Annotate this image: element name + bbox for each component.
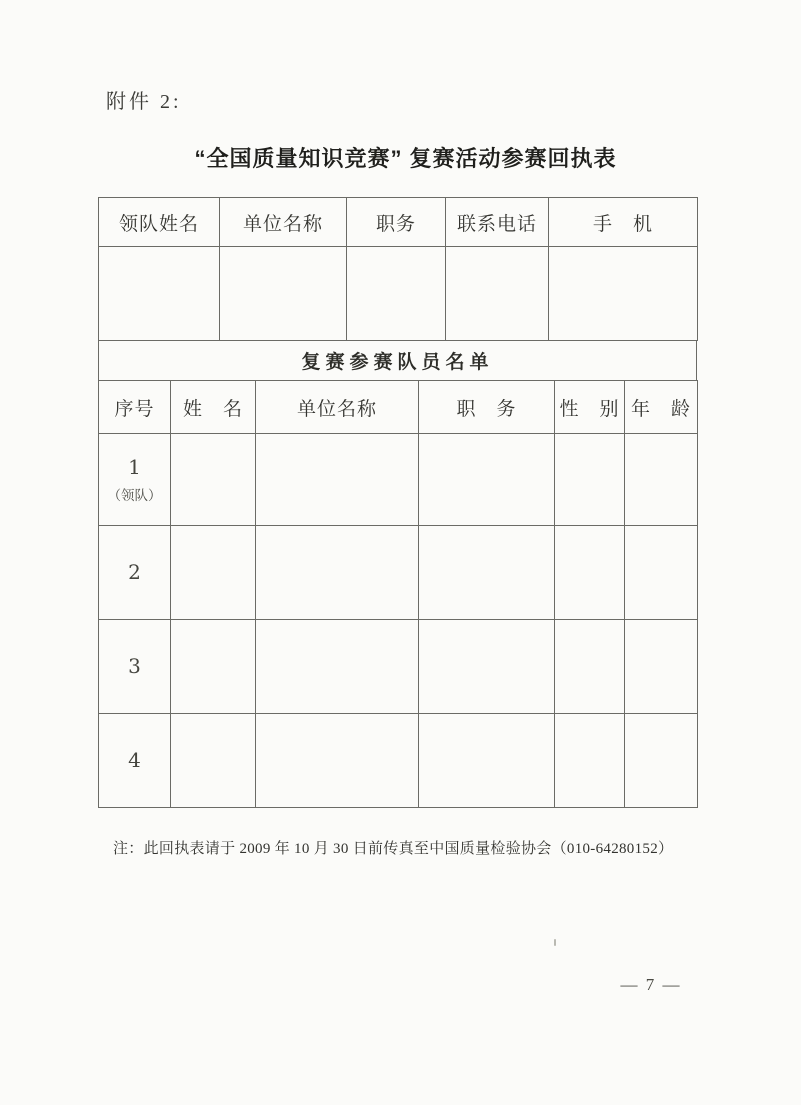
leader-mobile-cell <box>549 247 698 341</box>
member-row-3 <box>99 620 698 714</box>
leader-header-mobile: 手 机 <box>549 198 698 247</box>
member-gender-cell <box>555 714 625 808</box>
member-row-4 <box>99 714 698 808</box>
member-gender-cell <box>555 526 625 620</box>
reply-form-table <box>98 197 697 808</box>
row-number: 4 <box>128 748 141 772</box>
member-position-cell <box>419 714 555 808</box>
member-header-row <box>99 381 698 434</box>
leader-value-row <box>99 247 698 341</box>
leader-info-table <box>98 197 698 341</box>
member-age-cell <box>625 714 698 808</box>
member-age-cell <box>625 434 698 526</box>
leader-position-cell <box>347 247 446 341</box>
leader-organization-cell <box>220 247 347 341</box>
member-name-cell <box>171 714 256 808</box>
member-list-section-title: 复赛参赛队员名单 <box>98 340 697 381</box>
member-position-cell <box>419 434 555 526</box>
page-number: — 7 — <box>620 975 682 994</box>
member-number-cell <box>99 434 171 526</box>
row-number: 2 <box>128 560 141 584</box>
member-header-organization: 单位名称 <box>256 381 419 434</box>
row-number-note: （领队） <box>107 487 162 503</box>
leader-header-name: 领队姓名 <box>99 198 220 247</box>
member-age-cell <box>625 620 698 714</box>
member-organization-cell <box>256 620 419 714</box>
member-number-cell <box>99 714 171 808</box>
member-list-table <box>98 380 698 808</box>
leader-header-position: 职务 <box>347 198 446 247</box>
leader-header-organization: 单位名称 <box>220 198 347 247</box>
leader-name-cell <box>99 247 220 341</box>
leader-header-row <box>99 198 698 247</box>
member-row-2 <box>99 526 698 620</box>
member-name-cell <box>171 434 256 526</box>
row-number: 3 <box>128 654 141 678</box>
scan-artifact <box>554 939 556 946</box>
member-position-cell <box>419 526 555 620</box>
member-header-name: 姓 名 <box>171 381 256 434</box>
page-title: “全国质量知识竞赛” 复赛活动参赛回执表 <box>194 146 617 171</box>
leader-header-phone: 联系电话 <box>446 198 549 247</box>
row-number: 1 <box>128 454 141 479</box>
member-organization-cell <box>256 434 419 526</box>
member-gender-cell <box>555 434 625 526</box>
member-position-cell <box>419 620 555 714</box>
member-header-age: 年 龄 <box>625 381 698 434</box>
attachment-label: 附件 2: <box>106 91 182 113</box>
member-row-1 <box>99 434 698 526</box>
member-header-position: 职 务 <box>419 381 555 434</box>
member-number-cell <box>99 526 171 620</box>
leader-phone-cell <box>446 247 549 341</box>
fax-note: 注：此回执表请于 2009 年 10 月 30 日前传真至中国质量检验协会（010-64280152） <box>113 841 674 857</box>
member-number-cell <box>99 620 171 714</box>
member-header-number: 序号 <box>99 381 171 434</box>
member-organization-cell <box>256 714 419 808</box>
member-organization-cell <box>256 526 419 620</box>
member-name-cell <box>171 620 256 714</box>
member-header-gender: 性 别 <box>555 381 625 434</box>
member-name-cell <box>171 526 256 620</box>
member-age-cell <box>625 526 698 620</box>
member-gender-cell <box>555 620 625 714</box>
